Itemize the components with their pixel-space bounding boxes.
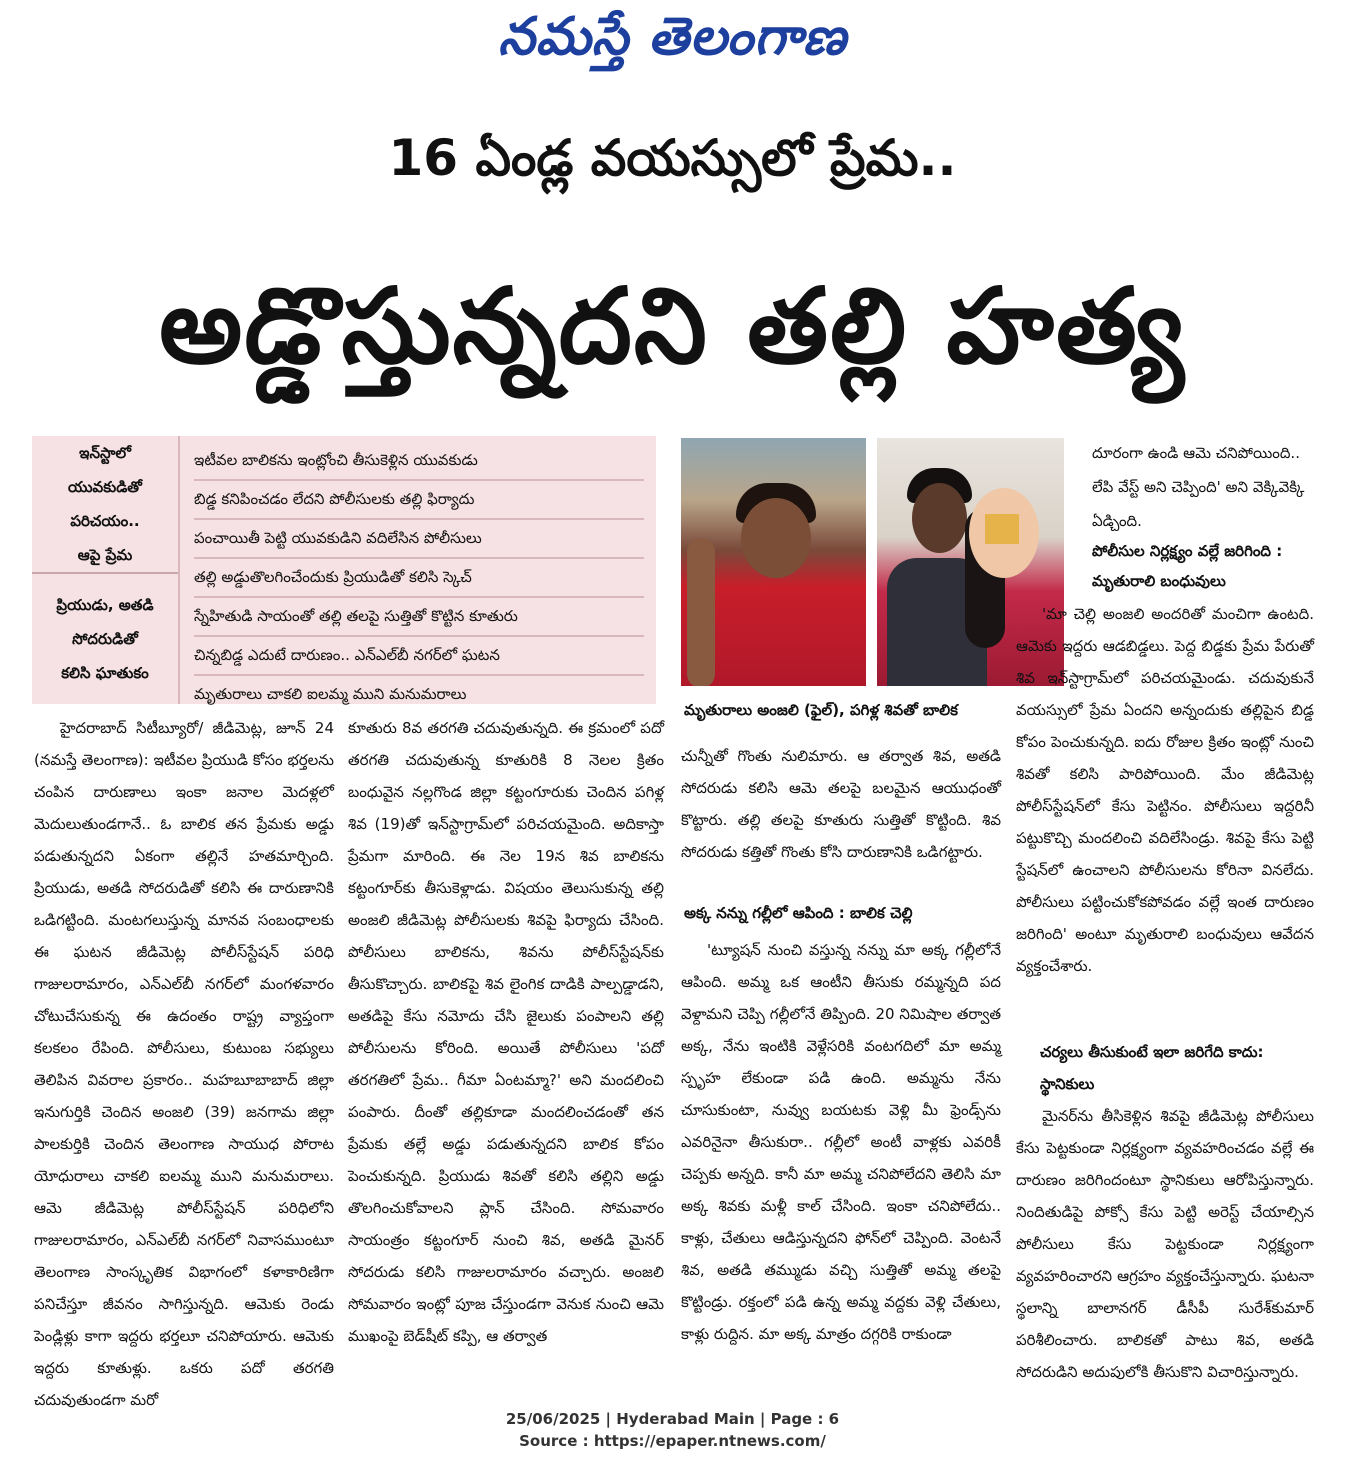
highlight-item: పంచాయితీ పెట్టి యువకుడిని వదిలేసిన పోలీసులు — [194, 520, 644, 559]
highlights-left — [32, 436, 180, 704]
article-paragraph: కూతురు 8వ తరగతి చదువుతున్నది. ఈ క్రమంలో పదో తరగతి చదువుతున్న కూతురికి 8 నెలల క్రితం బంధువైన నల్లగొండ జిల్లా కట్టంగూరుకు చెందిన పగిళ్ల శివ (19)తో ఇన్‌స్టాగ్రామ్‌లో పరిచయమైంది. అదికాస్తా ప్రేమగా మారింది. ఈ నెల 19న శివ బాలికను కట్టంగూర్‌కు తీసుకెళ్లాడు. విషయం తెలుసుకున్న తల్లి అంజలి జీడిమెట్ల పోలీసులకు శివపై ఫిర్యాదు చేసింది. పోలీసులు బాలికను, శివను పోలీస్‌స్టేషన్‌కు తీసుకొచ్చారు. బాలికపై శివ లైంగిక దాడికి పాల్పడ్డాడని, అతడిపై కేసు నమోదు చేసి జైలుకు పంపాలని తల్లి పోలీసులను కోరింది. అయితే పోలీసులు 'పదో తరగతిలో ప్రేమ.. గీమా ఏంటమ్మా?' అని మందలించి పంపారు. దీంతో తల్లికూడా మందలించడంతో తన ప్రేమకు తల్లే అడ్డు పడుతున్నదని బాలిక కోపం పెంచుకున్నది. ప్రియుడు శివతో కలిసి తల్లిని అడ్డు తొలగించుకోవాలని ప్లాన్ చేసింది. సోమవారం సాయంత్రం కట్టంగూర్ నుంచి శివ, అతడి మైనర్ సోదరుడు కలిసి గాజులరామారం వచ్చారు. అంజలి సోమవారం ఇంట్లో పూజ చేస్తుండగా వెనుక నుంచి ఆమె ముఖంపై బెడ్‌షీట్ కప్పి, ఆ తర్వాత — [348, 719, 664, 1345]
article-column-3b — [681, 934, 1001, 1350]
article-paragraph: 'ట్యూషన్ నుంచి వస్తున్న నన్ను మా అక్క గల్లీలోనే ఆపింది. అమ్మ ఒక ఆంటీని తీసుకు రమ్మన్నది పద వెళ్దామని చెప్పి గల్లీలోనే తిప్పింది. 20 నిమిషాల తర్వాత అక్క, నేను ఇంటికి వెళ్లేసరికి వంటగదిలో మా అమ్మ స్పృహ లేకుండా పడి ఉంది. అమ్మను నేను చూసుకుంటా, నువ్వు బయటకు వెళ్లి మీ ఫ్రెండ్స్‌ను ఎవరినైనా తీసుకురా.. గల్లీలో అంటీ వాళ్లకు ఎవరికీ చెప్పకు అన్నది. కానీ మా అమ్మ చనిపోలేదని తెలిసి మా అక్క శివకు మళ్లీ కాల్ చేసింది. ఇంకా చనిపోలేదు.. కాళ్లు, చేతులు ఆడిస్తున్నదని ఫోన్‌లో చెప్పింది. వెంటనే శివ, అతడి తమ్ముడు వచ్చి సుత్తితో అమ్మ తలపై కొట్టిండ్రు. రక్తంలో పడి ఉన్న అమ్మ వద్దకు వెళ్లి చేతులు, కాళ్లు రుద్దిన. మా అక్క మాత్రం దగ్గరికి రాకుండా — [681, 941, 1001, 1343]
article-column-4b — [1016, 1100, 1314, 1388]
photo-caption: మృతురాలు అంజలి (ఫైల్), పగిళ్ల శివతో బాలిక — [684, 701, 958, 719]
highlight-item: ఇటీవల బాలికను ఇంట్లోంచి తీసుకెళ్లిన యువకుడు — [194, 442, 644, 481]
highlight-label: ఆపై ప్రేమ — [77, 546, 133, 564]
masthead — [0, 4, 1345, 82]
masthead-title: నమస్తే తెలంగాణ — [498, 6, 847, 67]
highlights-right — [180, 436, 656, 704]
footer-source: Source : https://epaper.ntnews.com/ — [519, 1432, 826, 1450]
highlight-item: బిడ్డ కనిపించడం లేదని పోలీసులకు తల్లి ఫిర్యాదు — [194, 481, 644, 520]
highlight-group-2 — [32, 572, 178, 704]
article-paragraph: హైదరాబాద్ సిటీబ్యూరో/ జీడిమెట్ల, జూన్ 24 (నమస్తే తెలంగాణ): ఇటీవల ప్రియుడి కోసం భర్తలను చంపిన దారుణాలు ఇంకా జనాల మెదళ్లలో మెదులుతుండగానే.. ఓ బాలిక తన ప్రేమకు అడ్డు పడుతున్నదని ఏకంగా తల్లినే హతమార్చింది. ప్రియుడు, అతడి సోదరుడితో కలిసి ఈ దారుణానికి ఒడిగట్టింది. మంటగలుస్తున్న మానవ సంబంధాలకు ఈ ఘటన జీడిమెట్ల పోలీస్‌స్టేషన్ పరిధి గాజులరామారం, ఎన్‌ఎల్‌బీ నగర్‌లో మంగళవారం చోటుచేసుకున్న ఈ ఉదంతం రాష్ట్ర వ్యాప్తంగా కలకలం రేపింది. పోలీసులు, కుటుంబ సభ్యులు తెలిపిన వివరాల ప్రకారం.. మహబూబాబాద్ జిల్లా ఇనుగుర్తికి చెందిన అంజలి (39) జనగామ జిల్లా పాలకుర్తికి చెందిన తెలంగాణ సాయుధ పోరాట యోధురాలు చాకలి ఐలమ్మ ముని మనుమరాలు. ఆమె జీడిమెట్ల పోలీస్‌స్టేషన్ పరిధిలోని గాజులరామారం, ఎన్‌ఎల్‌బీ నగర్‌లో నివాసముంటూ తెలంగాణ సాంస్కృతిక విభాగంలో కళాకారిణిగా పనిచేస్తూ జీవనం సాగిస్తున్నది. ఆమెకు రెండు పెండ్లిళ్లు కాగా ఇద్దరు భర్తలూ చనిపోయారు. ఆమెకు ఇద్దరు కూతుళ్లు. ఒకరు పదో తరగతి చదువుతుండగా మరో — [34, 719, 334, 1409]
article-paragraph: దూరంగా ఉండి ఆమె చనిపోయింది.. లేపి వేస్ట్ అని చెప్పింది' అని వెక్కివెక్కి ఏడ్చింది. — [1092, 444, 1305, 530]
photo-victim — [681, 438, 866, 686]
article-paragraph: చున్నీతో గొంతు నులిమారు. ఆ తర్వాత శివ, అతడి సోదరుడు కలిసి ఆమె తలపై బలమైన ఆయుధంతో కొట్టారు. తల్లి తలపై కూతురు సుత్తితో కొట్టింది. శివ సోదరుడు కత్తితో గొంతు కోసి దారుణానికి ఒడిగట్టారు. — [681, 747, 1001, 861]
article-column-2 — [348, 712, 664, 1352]
footer — [0, 1408, 1345, 1452]
highlight-item: చిన్నబిడ్డ ఎదుటే దారుణం.. ఎన్‌ఎల్‌బీ నగర్‌లో ఘటన — [194, 637, 644, 676]
highlight-label: యువకుడితో — [68, 478, 142, 496]
footer-date-edition: 25/06/2025 | Hyderabad Main | Page : 6 — [505, 1410, 840, 1428]
article-column-4a — [1016, 598, 1314, 982]
article-column-3a — [681, 740, 1001, 868]
subheadline: 16 ఏండ్ల వయస్సులో ప్రేమ.. — [388, 129, 957, 187]
highlight-label: సోదరుడితో — [72, 630, 138, 648]
section-heading: పోలీసుల నిర్లక్ష్యం వల్లే జరిగింది : మృతురాలి బంధువులు — [1092, 542, 1283, 590]
highlight-label: ఇన్‌స్టాలో — [79, 444, 131, 462]
highlight-item: తల్లి అడ్డుతొలగించేందుకు ప్రియుడితో కలిసి స్కెచ్ — [194, 559, 644, 598]
article-column-1 — [34, 712, 334, 1416]
highlight-label: కలిసి ఘాతుకం — [61, 664, 149, 682]
article-paragraph: మైనర్‌ను తీసికెళ్లిన శివపై జీడిమెట్ల పోలీసులు కేసు పెట్టకుండా నిర్లక్ష్యంగా వ్యవహరించడం వల్లే ఈ దారుణం జరిగిందంటూ స్థానికులు ఆరోపిస్తున్నారు. నిందితుడిపై పోక్సో కేసు పెట్టి అరెస్ట్ చేయాల్సిన పోలీసులు కేసు పెట్టకుండా నిర్లక్ష్యంగా వ్యవహరించారని ఆగ్రహం వ్యక్తంచేస్తున్నారు. ఘటనా స్థలాన్ని బాలానగర్ డీసీపీ సురేశ్‌కుమార్ పరిశీలించారు. బాలికతో పాటు శివ, అతడి సోదరుడిని అదుపులోకి తీసుకొని విచారిస్తున్నారు. — [1016, 1107, 1314, 1381]
highlight-label: పరిచయం.. — [70, 512, 140, 530]
highlight-label: ప్రియుడు, అతడి — [56, 596, 154, 614]
highlight-item: స్నేహితుడి సాయంతో తల్లి తలపై సుత్తితో కొట్టిన కూతురు — [194, 598, 644, 637]
highlights-box — [32, 436, 656, 704]
headline: అడ్డొస్తున్నదని తల్లి హత్య — [159, 265, 1186, 387]
highlight-item: మృతురాలు చాకలి ఐలమ్మ ముని మనుమరాలు — [194, 685, 467, 703]
article-paragraph: 'మా చెల్లి అంజలి అందరితో మంచిగా ఉంటది. ఆమెకు ఇద్దరు ఆడబిడ్డలు. పెద్ద బిడ్డకు ప్రేమ పేరుతో శివ ఇన్‌స్టాగ్రామ్‌లో పరిచయమైండు. చదువుకునే వయస్సులో ప్రేమ ఏందని అన్నందుకు తల్లిపైన బిడ్డ కోపం పెంచుకున్నది. ఐదు రోజుల క్రితం ఇంట్లో నుంచి శివతో కలిసి పారిపోయింది. మేం జీడిమెట్ల పోలీస్‌స్టేషన్‌లో కేసు పెట్టినం. పోలీసులు ఇద్దరినీ పట్టుకొచ్చి మందలించి వదిలేసిండ్రు. శివపై కేసు పెట్టి స్టేషన్‌లో ఉంచాలని పోలీసులను కోరినా వినలేదు. పోలీసులు పట్టించుకోకపోవడం వల్లే ఇంత దారుణం జరిగింది' అంటూ మృతురాలి బంధువులు ఆవేదన వ్యక్తంచేశారు. — [1016, 605, 1314, 975]
section-heading: అక్క నన్ను గల్లీలో ఆపింది : బాలిక చెల్లి — [684, 904, 913, 922]
section-heading: చర్యలు తీసుకుంటే ఇలా జరిగేది కాదు: స్థానికులు — [1040, 1043, 1264, 1093]
article-column-4-top — [1092, 436, 1314, 538]
highlight-group-1 — [32, 436, 178, 572]
